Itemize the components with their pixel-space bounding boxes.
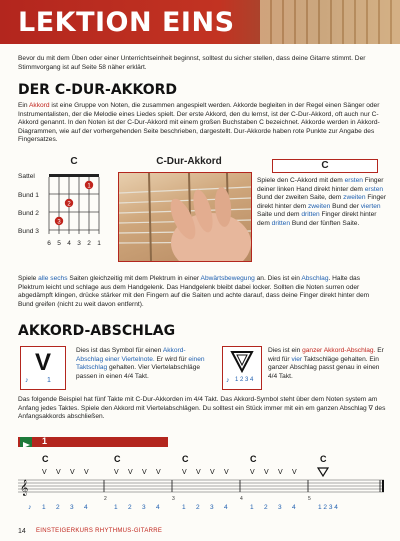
page-number: 14 <box>18 528 26 535</box>
svg-text:V: V <box>156 469 161 476</box>
play-icon[interactable] <box>20 437 32 447</box>
label-bund-3: Bund 3 <box>18 228 39 235</box>
bar-number: 2 <box>104 496 107 502</box>
bar-chord: C <box>250 454 257 464</box>
bar-number: 5 <box>308 496 311 502</box>
finger-number-3: 3 <box>57 219 61 226</box>
svg-text:2: 2 <box>128 504 132 511</box>
bar-chord: C <box>114 454 121 464</box>
count-row <box>28 504 338 511</box>
svg-text:4: 4 <box>156 504 160 511</box>
quarter-strum-symbol: V <box>34 349 51 376</box>
note-icon: ♪ <box>25 377 29 384</box>
book-title: EINSTEIGERKURS RHYTHMUS-GITARRE <box>36 528 163 534</box>
strum-explanation: Spiele alle sechs Saiten gleichzeitig mit dem Plektrum in einer Abwärtsbewegung an. Dies ist ein Abschlag. Halte das Plektrum leicht und schlage aus dem Handgelenk. Das Handgelenk bleibt dabei locker. Sollten die Noten surren oder abgedämpft klingen, drücke stärker mit den Fingern auf die Saiten und achte darauf, dass deine Finger direkt hinter dem Bund greifen (nicht zu weit davon entfernt). <box>18 275 370 308</box>
svg-text:V: V <box>250 469 255 476</box>
song-header-bar <box>18 437 168 447</box>
svg-text:1: 1 <box>42 504 46 511</box>
whole-strum-text: Dies ist ein ganzer Akkord-Abschlag. Er wird für vier Taktschläge gehalten. Ein ganzer Abschlag passt genau in einen 4/4 Takt. <box>268 347 384 380</box>
string-number: 2 <box>87 240 91 247</box>
svg-text:V: V <box>56 469 61 476</box>
photo-title: C-Dur-Akkord <box>156 156 222 167</box>
svg-text:2: 2 <box>196 504 200 511</box>
svg-text:V: V <box>278 469 283 476</box>
svg-text:V: V <box>292 469 297 476</box>
treble-clef-icon: 𝄞 <box>20 480 29 496</box>
whole-strum-mark <box>318 468 328 476</box>
string-number: 6 <box>47 240 51 247</box>
label-sattel: Sattel <box>18 173 35 180</box>
finger-instructions: Spiele den C-Akkord mit dem ersten Finger deiner linken Hand direkt hinter dem ersten Bund der zweiten Saite, dem zweiten Finger direkt hinter dem zweiten Bund der vierten Saite und dem dritten Finger direkt hinter dem dritten Bund der fünften Saite. <box>257 177 387 227</box>
svg-text:V: V <box>210 469 215 476</box>
svg-text:V: V <box>196 469 201 476</box>
svg-text:V: V <box>84 469 89 476</box>
bar-chord: C <box>42 454 49 464</box>
notation-staff <box>18 452 388 522</box>
whole-strum-box <box>222 346 262 390</box>
string-number: 4 <box>67 240 71 247</box>
svg-text:1: 1 <box>182 504 186 511</box>
svg-text:V: V <box>128 469 133 476</box>
bar-chord: C <box>320 454 327 464</box>
song-number: 1 <box>42 436 48 446</box>
bar-number: 3 <box>172 496 175 502</box>
svg-text:2: 2 <box>264 504 268 511</box>
string-number: 3 <box>77 240 81 247</box>
section-heading-c-dur: DER C-DUR-AKKORD <box>18 82 178 98</box>
svg-text:2: 2 <box>56 504 60 511</box>
finger-number-2: 2 <box>67 201 71 208</box>
svg-text:V: V <box>70 469 75 476</box>
svg-text:4: 4 <box>224 504 228 511</box>
bar-number: 4 <box>240 496 243 502</box>
svg-text:4: 4 <box>292 504 296 511</box>
quarter-strum-count: 1 <box>47 377 51 384</box>
section-heading-abschlag: AKKORD-ABSCHLAG <box>18 323 176 339</box>
whole-strum-count: 1 2 3 4 <box>235 377 254 383</box>
svg-text:1 2 3 4: 1 2 3 4 <box>318 504 338 511</box>
example-text: Das folgende Beispiel hat fünf Takte mit C-Dur-Akkorden im 4/4 Takt. Das Akkord-Symbol steht über dem Noten system am Anfang jedes Taktes. Spiele den Akkord mit Viertelabschlägen. Du solltest ein Stück immer mit ein em ganzen Abschlag ∇ des Anfangsakkords abschließen. <box>18 396 386 421</box>
chord-symbol-box: C <box>272 159 378 173</box>
header-banner <box>0 0 400 44</box>
bar-chord: C <box>182 454 189 464</box>
label-bund-2: Bund 2 <box>18 210 39 217</box>
guitar-neck-image <box>260 0 400 44</box>
intro-text: Bevor du mit dem Üben oder einer Unterrichtseinheit beginnst, solltest du sicher stellen, dass deine Gitarre stimmt. Der Stimmvorgang ist auf Seite 58 näher erklärt. <box>18 55 366 71</box>
label-bund-1: Bund 1 <box>18 192 39 199</box>
whole-strum-symbol <box>223 347 261 373</box>
svg-text:3: 3 <box>142 504 146 511</box>
svg-text:3: 3 <box>70 504 74 511</box>
svg-text:V: V <box>224 469 229 476</box>
string-number: 1 <box>97 240 101 247</box>
svg-text:V: V <box>114 469 119 476</box>
svg-text:3: 3 <box>210 504 214 511</box>
strum-marks <box>42 469 297 476</box>
finger-number-1: 1 <box>87 183 91 190</box>
svg-text:1: 1 <box>250 504 254 511</box>
chord-diagram <box>44 170 104 250</box>
diagram-chord-name: C <box>70 156 78 167</box>
svg-text:V: V <box>42 469 47 476</box>
quarter-strum-box <box>20 346 66 390</box>
svg-text:V: V <box>182 469 187 476</box>
page-title: LEKTION EINS <box>18 7 235 38</box>
svg-text:1: 1 <box>114 504 118 511</box>
note-icon: ♪ <box>28 504 32 511</box>
chord-hand-photo <box>118 172 252 262</box>
string-number: 5 <box>57 240 61 247</box>
svg-text:3: 3 <box>278 504 282 511</box>
svg-text:4: 4 <box>84 504 88 511</box>
quarter-strum-text: Dies ist das Symbol für einen Akkord-Abschlag einer Viertelnote. Er wird für einen Taktschlag gehalten. Vier Viertelabschläge passen in einen 4/4 Takt. <box>76 347 205 380</box>
svg-text:V: V <box>142 469 147 476</box>
chord-explanation: Ein Akkord ist eine Gruppe von Noten, die zusammen angespielt werden. Akkorde begleiten in der Regel einen Sänger oder Instrumentalisten, der die Melodie eines Liedes spielt. Der erste Akkord, den du lernst, ist der C-Dur-Akkord, oft auch nur C-Akkord genannt. In den Noten ist der C-Dur-Akkord mit einem großen Buchstaben C bezeichnet. Akkorde werden in Akkord-Diagrammen, wie auf der vorhergehenden Seite beschrieben, dargestellt. Dur-Akkorde haben rote Punkte zur Angabe des Fingersatzes. <box>18 102 380 144</box>
svg-text:V: V <box>264 469 269 476</box>
note-icon: ♪ <box>226 377 230 384</box>
